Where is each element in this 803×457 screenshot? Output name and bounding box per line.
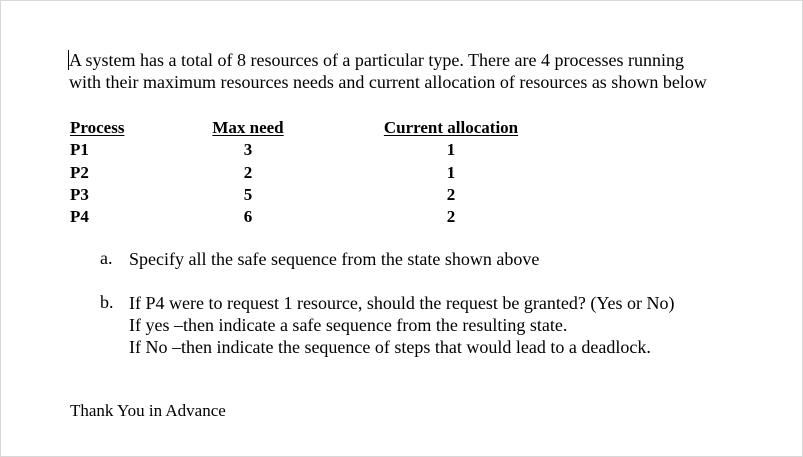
row-current-allocation: 1 [446, 163, 456, 182]
header-max-need [207, 117, 289, 139]
row-current-allocation: 2 [446, 207, 456, 226]
question-a-text: Specify all the safe sequence from the state shown above [129, 249, 540, 269]
row-max-need: 5 [243, 185, 253, 204]
row-process: P4 [70, 207, 89, 226]
row-max-need: 6 [243, 207, 253, 226]
header-current-allocation: Current allocation [383, 118, 519, 137]
intro-line-2: with their maximum resources needs and current allocation of resources as shown below [69, 72, 707, 92]
row-current-allocation: 2 [446, 185, 456, 204]
row-current-allocation: 1 [446, 140, 456, 159]
row-max-need: 2 [243, 163, 253, 182]
question-a-marker: a. [100, 248, 113, 268]
closing-text: Thank You in Advance [70, 401, 226, 420]
row-process: P3 [70, 185, 89, 204]
question-b-line-2: If yes –then indicate a safe sequence from the resulting state. [129, 315, 568, 335]
header-process: Process [70, 118, 125, 137]
question-b-line-3: If No –then indicate the sequence of steps that would lead to a deadlock. [129, 337, 651, 357]
question-b-line-1: If P4 were to request 1 resource, should the request be granted? (Yes or No) [129, 293, 675, 313]
row-process: P1 [70, 140, 89, 159]
row-max-need: 3 [243, 140, 253, 159]
question-b-marker: b. [100, 292, 114, 312]
intro-line-1: A system has a total of 8 resources of a particular type. There are 4 processes running [69, 50, 684, 70]
row-process: P2 [70, 163, 89, 182]
header-max-need-text: Max need [212, 118, 284, 137]
